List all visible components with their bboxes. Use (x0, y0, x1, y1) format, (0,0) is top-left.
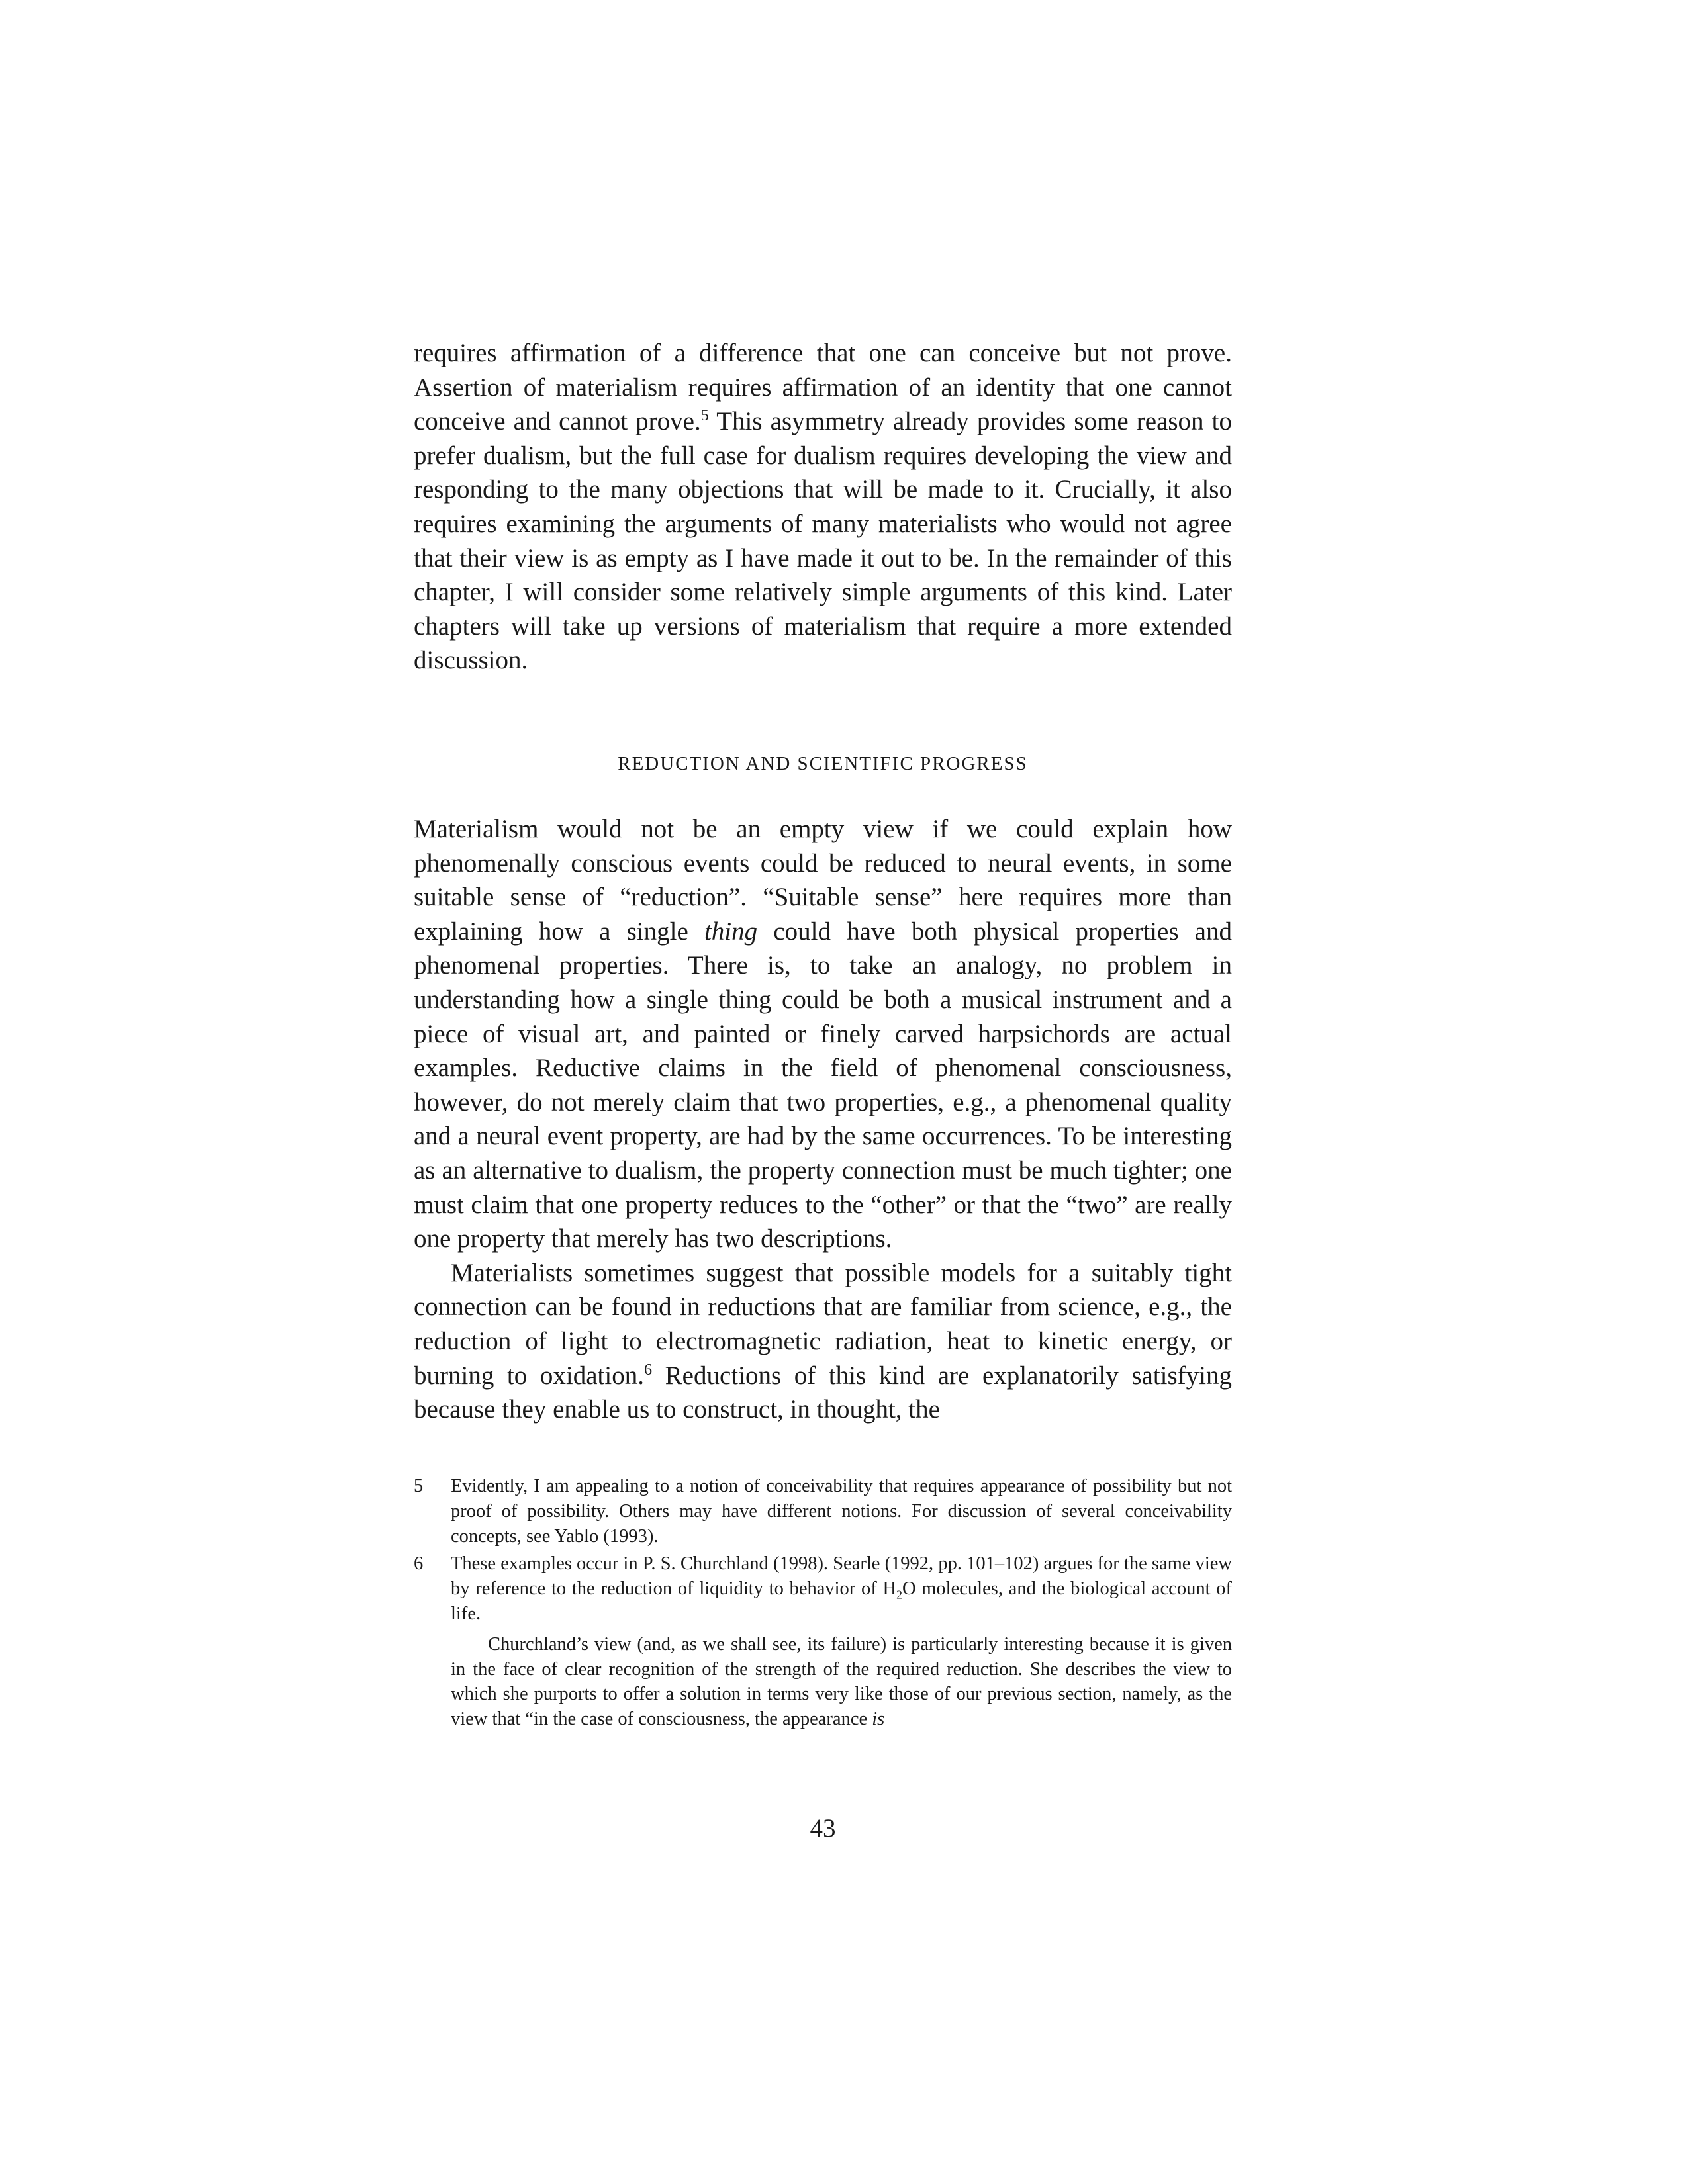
emphasis-text: is (872, 1709, 885, 1730)
paragraph-text: This asymmetry already provides some reason to prefer dualism, but the full case for dualism requires developing the view and responding to the many objections that will be made to it. Crucially, it also requires examining the arguments of many materialists who would not agree that their view is as empty as I have made it out to be. In the remainder of this chapter, I will consider some relatively simple arguments of this kind. Later chapters will take up versions of materialism that require a more extended discussion. (414, 407, 1232, 675)
footnote-ref-6[interactable]: 6 (643, 1360, 653, 1379)
paragraph-text: requires affirmation of a difference that one can conceive but not prove. Assertion of materialism requires affirmation of an identity that one cannot conceive and cannot prove. (414, 339, 1232, 436)
footnote-ref-5[interactable]: 5 (700, 406, 709, 425)
section-heading: REDUCTION AND SCIENTIFIC PROGRESS (618, 753, 1028, 774)
paragraph-text: Reductions of this kind are explanatorily satisfying because they enable us to construct, in thought, the (414, 1361, 1232, 1424)
footnote-number: 6 (414, 1553, 424, 1574)
paragraph (414, 1256, 1232, 1427)
page-number: 43 (810, 1814, 836, 1843)
body-text-top (414, 336, 1232, 678)
subscript: 2 (896, 1588, 902, 1602)
footnote-text: These examples occur in P. S. Churchland (1998). Searle (1992, pp. 101–102) argues for the same view by reference to the reduction of liquidity to behavior of H (451, 1553, 1232, 1600)
paragraph-text: Materialism would not be an empty view if we could explain how phenomenally conscious events could be reduced to neural events, in some suitable sense of “reduction”. “Suitable sense” here requires more than explaining how a single (414, 815, 1232, 946)
emphasis-text: thing (704, 917, 758, 946)
paragraph-text: could have both physical properties and phenomenal properties. There is, to take an analogy, no problem in understanding how a single thing could be both a musical instrument and a piece of visual art, and painted or finely carved harpsichords are actual examples. Reductive claims in the field of phenomenal consciousness, however, do not merely claim that two properties, e.g., a phenomenal quality and a neural event property, are had by the same occurrences. To be interesting as an alternative to dualism, the property connection must be much tighter; one must claim that one property reduces to the “other” or that the “two” are really one property that merely has two descriptions. (414, 917, 1232, 1253)
section-body (414, 812, 1232, 1427)
footnote-number: 5 (414, 1476, 424, 1496)
footnote-6-continuation (414, 1632, 1232, 1732)
footnotes (414, 1474, 1232, 1732)
footnote-text: O molecules, and the biological account of life. (451, 1578, 1232, 1624)
footnote-5 (414, 1474, 1232, 1549)
paragraph-text: Materialists sometimes suggest that possible models for a suitably tight connection can be found in reductions that are familiar from science, e.g., the reduction of light to electromagnetic radiation, heat to kinetic energy, or burning to oxidation. (414, 1258, 1232, 1390)
footnote-text: Churchland’s view (and, as we shall see, its failure) is particularly interesting because it is given in the face of clear recognition of the strength of the required reduction. She describes the view to which she purports to offer a solution in terms very like those of our previous section, namely, as the view that “in the case of consciousness, the appearance (451, 1633, 1232, 1730)
paragraph (414, 812, 1232, 1256)
paragraph (414, 336, 1232, 678)
footnote-6 (414, 1551, 1232, 1626)
footnote-text: Evidently, I am appealing to a notion of conceivability that requires appearance of possibility but not proof of possibility. Others may have different notions. For discussion of several conceivability concepts, see Yablo (1993). (451, 1476, 1232, 1547)
